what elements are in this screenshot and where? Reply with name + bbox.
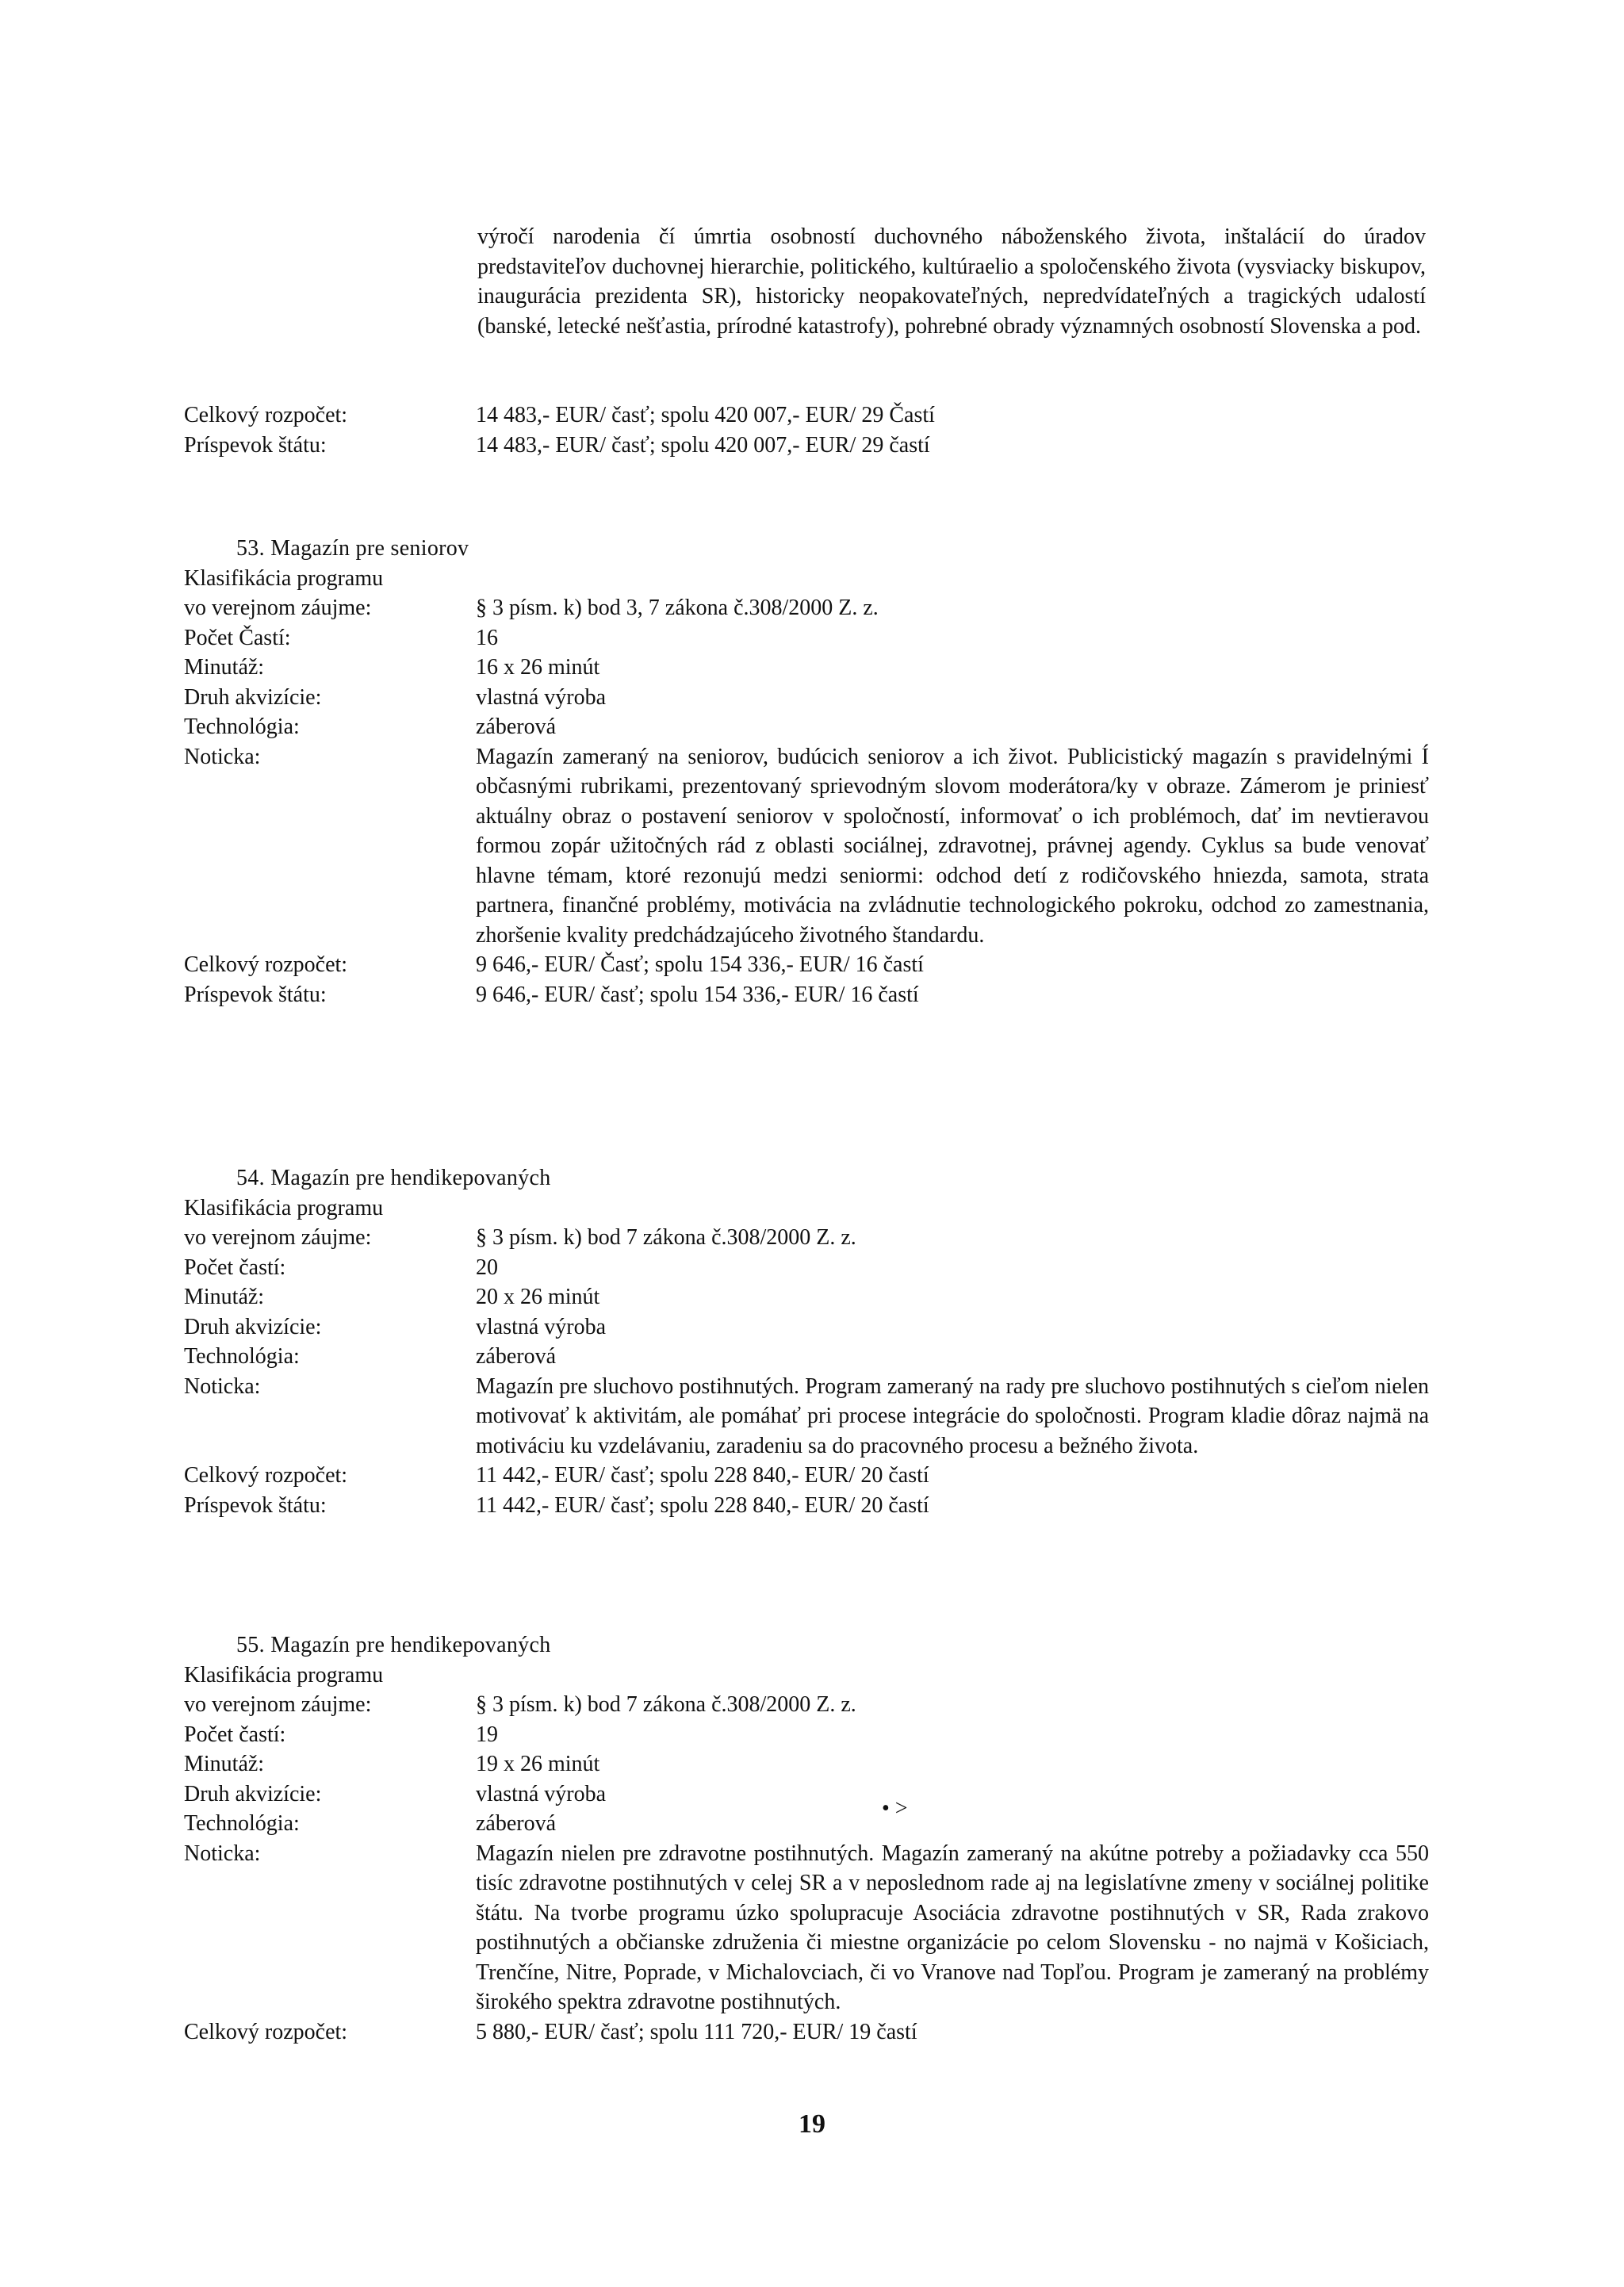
pocet-label: Počet častí:: [184, 1722, 286, 1747]
rozpocet-label: Celkový rozpočet:: [184, 1463, 348, 1488]
druh-label: Druh akvizície:: [184, 1781, 322, 1806]
verejny-zaujem-label: vo verejnom záujme:: [184, 596, 372, 620]
technologia-label: Technológia:: [184, 1344, 300, 1369]
klasifikacia-value: § 3 písm. k) bod 7 zákona č.308/2000 Z. z.: [476, 1225, 856, 1250]
druh-row: [184, 683, 1429, 713]
klasifikacia-label: Klasifikácia programu: [184, 1195, 384, 1220]
rozpocet-value: 14 483,- EUR/ časť; spolu 420 007,- EUR/ 29 Častí: [476, 403, 935, 427]
rozpocet-label: Celkový rozpočet:: [184, 403, 348, 427]
program-heading: 55. Magazín pre hendikepovaných: [236, 1633, 551, 1657]
klasifikacia-value: § 3 písm. k) bod 7 zákona č.308/2000 Z. z.: [476, 1692, 856, 1717]
rozpocet-value: 9 646,- EUR/ Časť; spolu 154 336,- EUR/ 16 častí: [476, 952, 924, 977]
technologia-label: Technológia:: [184, 1811, 300, 1836]
druh-label: Druh akvizície:: [184, 1314, 322, 1339]
minutaz-value: 20 x 26 minút: [476, 1285, 600, 1309]
pocet-label: Počet častí:: [184, 1255, 286, 1280]
pocet-row: [184, 1253, 1429, 1283]
minutaz-label: Minutáž:: [184, 655, 265, 680]
pocet-label: Počet Častí:: [184, 625, 291, 650]
druh-value: vlastná výroba: [476, 684, 607, 710]
prispevok-row: [184, 1491, 1429, 1521]
technologia-row: [184, 1342, 1429, 1372]
technologia-value: záberová: [476, 1811, 557, 1836]
pocet-value: 16: [476, 625, 498, 650]
klasifikacia-value: § 3 písm. k) bod 3, 7 zákona č.308/2000 Z. z.: [476, 596, 879, 620]
verejny-zaujem-label: vo verejnom záujme:: [184, 1692, 372, 1717]
technologia-value: záberová: [476, 1344, 557, 1369]
technologia-row: [184, 712, 1429, 742]
rozpocet-value: 11 442,- EUR/ časť; spolu 228 840,- EUR/ 20 častí: [476, 1463, 929, 1488]
minutaz-row: [184, 1749, 1429, 1779]
noticka-row: [184, 1372, 1429, 1461]
rozpocet-row: [184, 2017, 1429, 2048]
klasifikacia-label: Klasifikácia programu: [184, 565, 384, 591]
technologia-row: [184, 1809, 1429, 1839]
program-55: [184, 1630, 1429, 2047]
noticka-value: Magazín pre sluchovo postihnutých. Program zameraný na rady pre sluchovo postihnutých s cieľom nielen motivovať k aktivitám, ale pomáhať pri procese integrácie do spoločnosti. Program kladie dôraz najmä na motiváciu ku vzdelávaniu, zaradeniu sa do pracovného procesu a bežného života.: [476, 1373, 1429, 1458]
technologia-value: záberová: [476, 714, 557, 739]
prispevok-label: Príspevok štátu:: [184, 432, 327, 458]
pocet-row: [184, 1720, 1429, 1750]
prispevok-value: 14 483,- EUR/ časť; spolu 420 007,- EUR/ 29 častí: [476, 432, 930, 458]
minutaz-label: Minutáž:: [184, 1752, 265, 1776]
druh-value: vlastná výroba: [476, 1781, 607, 1806]
technologia-label: Technológia:: [184, 714, 300, 739]
pocet-value: 19: [476, 1722, 498, 1747]
prispevok-row: [184, 980, 1429, 1010]
noticka-value: Magazín zameraný na seniorov, budúcich seniorov a ich život. Publicistický magazín s pravidelnými Í občasnými rubrikami, prezentovaný sprievodným slovom moderátora/ky v obraze. Zámerom je priniesť aktuálny obraz o postavení seniorov v spoločností, informovať o ich problémoch, dať im nevtieravou formou zopár užitočných rád z oblasti sociálnej, zdravotnej, právnej agendy. Cyklus sa bude venovať hlavne témam, ktoré rezonujú medzi seniormi: odchod detí z rodičovského hniezda, samota, strata partnera, finančné problémy, motivácia na zvládnutie technologického pokroku, odchod zo zamestnania, zhoršenie kvality predchádzajúceho životného štandardu.: [476, 744, 1429, 948]
noticka-label: Noticka:: [184, 1373, 261, 1399]
minutaz-value: 19 x 26 minút: [476, 1752, 600, 1776]
prispevok-value: 11 442,- EUR/ časť; spolu 228 840,- EUR/ 20 častí: [476, 1492, 929, 1518]
rozpocet-value: 5 880,- EUR/ časť; spolu 111 720,- EUR/ 19 častí: [476, 2019, 917, 2044]
rozpocet-row: [184, 950, 1429, 980]
rozpocet-label: Celkový rozpočet:: [184, 2019, 348, 2044]
noticka-label: Noticka:: [184, 1841, 261, 1866]
noticka-value: Magazín nielen pre zdravotne postihnutých. Magazín zameraný na akútne potreby a požiadavky cca 550 tisíc zdravotne postihnutých v celej SR a v neposlednom rade aj na legislatívne zmeny v sociálnej politike štátu. Na tvorbe programu úzko spolupracuje Asociácia zdravotne postihnutých v SR, Rada zrakovo postihnutých a občianske združenia či miestne organizácie po celom Slovensku - no najmä v Košiciach, Trenčíne, Nitre, Poprade, v Michalovciach, či vo Vranove nad Topľou. Program je zameraný na problémy širokého spektra zdravotne postihnutých.: [476, 1841, 1429, 2014]
minutaz-row: [184, 653, 1429, 683]
klasifikacia-row: [184, 1690, 1429, 1720]
page-number: 19: [799, 2109, 825, 2139]
minutaz-row: [184, 1282, 1429, 1312]
druh-row: [184, 1779, 1429, 1810]
intro-prispevok-row: [184, 431, 1429, 461]
minutaz-label: Minutáž:: [184, 1285, 265, 1309]
program-heading: 53. Magazín pre seniorov: [236, 536, 469, 561]
klasifikacia-row: [184, 593, 1429, 623]
noticka-row: [184, 1839, 1429, 2017]
druh-row: [184, 1312, 1429, 1343]
klasifikacia-label: Klasifikácia programu: [184, 1662, 384, 1687]
klasifikacia-row: [184, 1223, 1429, 1253]
noticka-row: [184, 742, 1429, 951]
program-53: [184, 534, 1429, 1009]
prispevok-label: Príspevok štátu:: [184, 1492, 327, 1518]
intro-rozpocet-row: [184, 400, 1429, 431]
noticka-label: Noticka:: [184, 744, 261, 769]
prispevok-value: 9 646,- EUR/ časť; spolu 154 336,- EUR/ 16 častí: [476, 982, 919, 1007]
stray-mark: • >: [882, 1796, 908, 1821]
druh-value: vlastná výroba: [476, 1314, 607, 1339]
rozpocet-row: [184, 1461, 1429, 1491]
program-heading: 54. Magazín pre hendikepovaných: [236, 1166, 551, 1190]
intro-paragraph: výročí narodenia čí úmrtia osobností duchovného náboženského života, inštalácií do úradov predstaviteľov duchovnej hierarchie, politického, kultúraelio a spoločenského života (vysviacky biskupov, inaugurácia prezidenta SR), historicky neopakovateľných, nepredvídateľných a tragických udalostí (banské, letecké nešťastia, prírodné katastrofy), pohrebné obrady významných osobností Slovenska a pod.: [477, 224, 1426, 339]
pocet-value: 20: [476, 1255, 498, 1280]
verejny-zaujem-label: vo verejnom záujme:: [184, 1225, 372, 1250]
program-54: [184, 1163, 1429, 1520]
intro-budget: [184, 400, 1429, 460]
rozpocet-label: Celkový rozpočet:: [184, 952, 348, 977]
pocet-row: [184, 623, 1429, 653]
prispevok-label: Príspevok štátu:: [184, 982, 327, 1007]
minutaz-value: 16 x 26 minút: [476, 655, 600, 680]
druh-label: Druh akvizície:: [184, 684, 322, 710]
